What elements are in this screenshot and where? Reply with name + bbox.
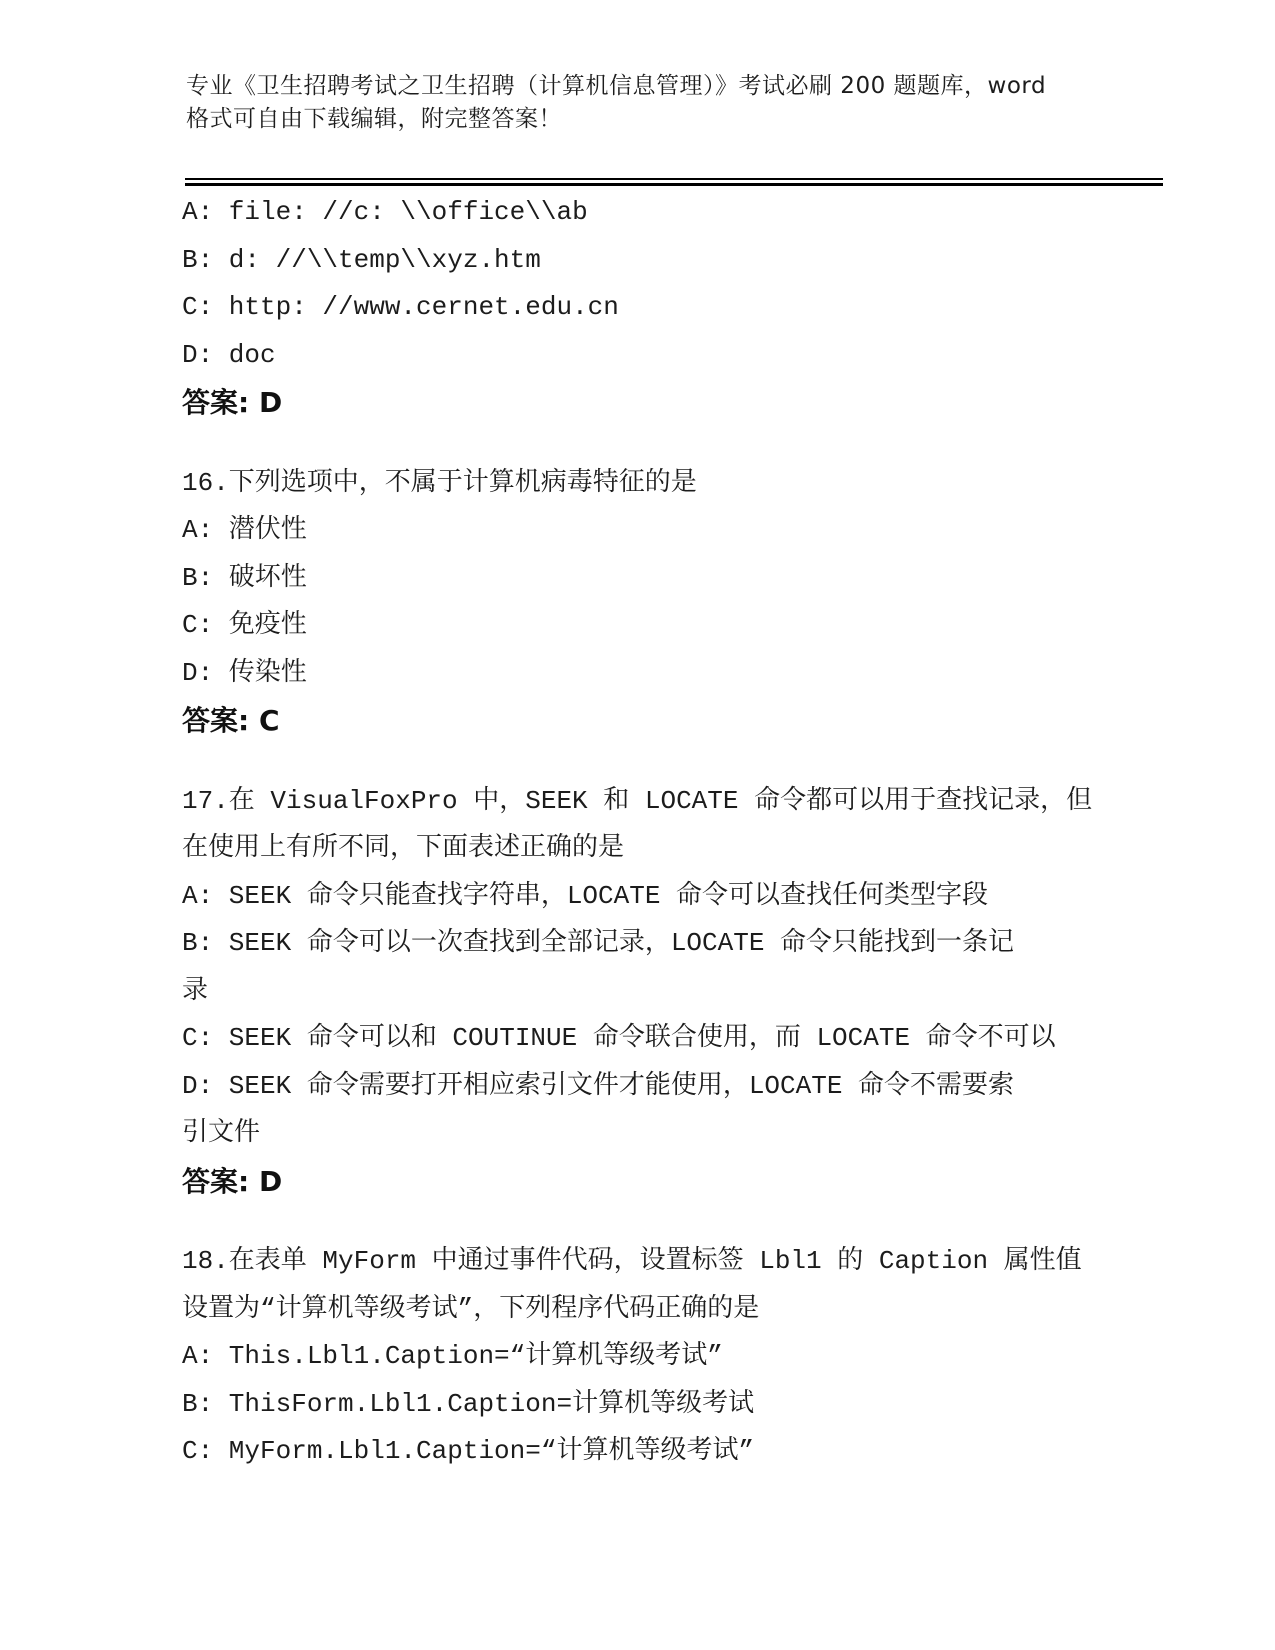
question-block-15-tail <box>182 189 1182 427</box>
option-line: A: SEEK 命令只能查找字符串，LOCATE 命令可以查找任何类型字段 <box>182 880 989 911</box>
document-body <box>182 189 1182 1509</box>
question-line: 18.在表单 MyForm 中通过事件代码，设置标签 Lbl1 的 Caption 属性值 <box>182 1246 1082 1276</box>
header-title-line-1: 专业《卫生招聘考试之卫生招聘（计算机信息管理）》考试必刷 200 题题库，word <box>186 73 1047 99</box>
option-line: D: 传染性 <box>182 657 307 688</box>
option-line: B: 破坏性 <box>182 562 307 593</box>
option-line: D: doc <box>182 339 276 370</box>
question-block-16 <box>182 460 1182 745</box>
option-line: B: d: //\\temp\\xyz.htm <box>182 244 541 275</box>
option-line: C: 免疫性 <box>182 610 307 640</box>
question-line: 在使用上有所不同，下面表述正确的是 <box>182 833 625 863</box>
option-line: C: SEEK 命令可以和 COUTINUE 命令联合使用，而 LOCATE 命令不可以 <box>182 1023 1056 1053</box>
option-wrap-line: 录 <box>182 975 209 1006</box>
answer-line: 答案: D <box>182 386 283 419</box>
question-block-18 <box>182 1238 1182 1476</box>
option-line: A: This.Lbl1.Caption=“计算机等级考试” <box>182 1341 723 1371</box>
option-line: B: ThisForm.Lbl1.Caption=计算机等级考试 <box>182 1388 755 1419</box>
option-wrap-line: 引文件 <box>182 1118 261 1148</box>
option-line: A: file: //c: \\office\\ab <box>182 197 588 227</box>
option-line: C: MyForm.Lbl1.Caption=“计算机等级考试” <box>182 1436 755 1466</box>
answer-line: 答案: C <box>182 704 280 737</box>
answer-line: 答案: D <box>182 1164 283 1198</box>
option-line: A: 潜伏性 <box>182 515 307 545</box>
option-line: C: http: //www.cernet.edu.cn <box>182 292 619 322</box>
header-divider-rule <box>185 178 1163 186</box>
option-line: D: SEEK 命令需要打开相应索引文件才能使用，LOCATE 命令不需要索 <box>182 1070 1015 1101</box>
option-line: B: SEEK 命令可以一次查找到全部记录，LOCATE 命令只能找到一条记 <box>182 928 1015 958</box>
question-line: 设置为“计算机等级考试”，下列程序代码正确的是 <box>182 1293 760 1324</box>
header-title-line-2: 格式可自由下载编辑，附完整答案！ <box>186 106 562 132</box>
question-line: 17.在 VisualFoxPro 中，SEEK 和 LOCATE 命令都可以用于查找记录，但 <box>182 785 1093 816</box>
question-line: 16.下列选项中，不属于计算机病毒特征的是 <box>182 467 697 498</box>
question-block-17 <box>182 778 1182 1206</box>
